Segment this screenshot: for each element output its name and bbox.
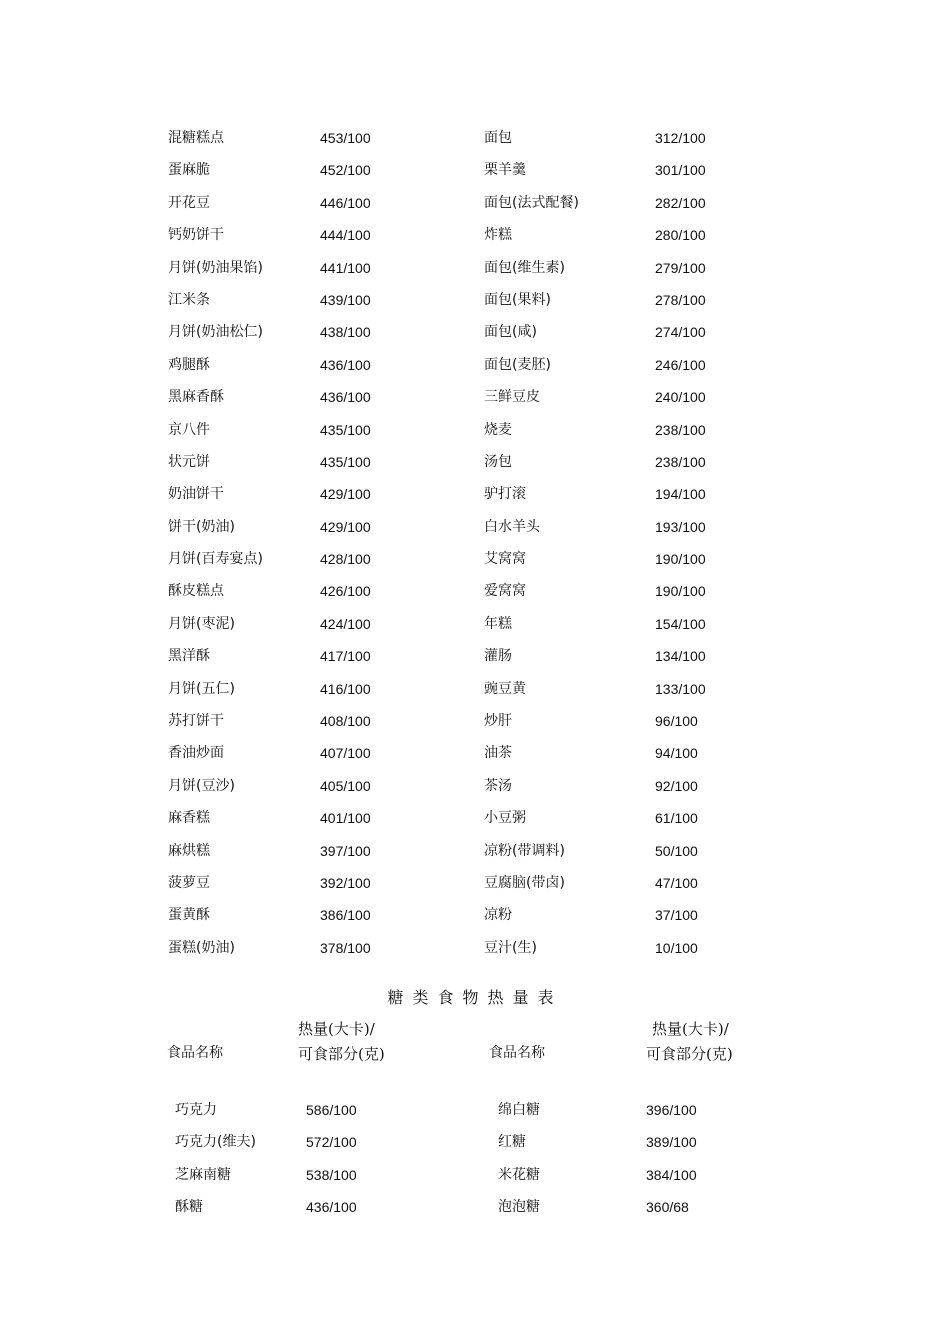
table-row: [0, 640, 950, 672]
food-name-cell: 艾窝窝: [484, 551, 526, 568]
food-name-cell: 月饼(枣泥): [168, 615, 235, 632]
calorie-value-cell: 238/100: [655, 421, 706, 438]
calorie-value-cell: 436/100: [320, 389, 371, 406]
calorie-value-cell: 424/100: [320, 615, 371, 632]
calorie-value-cell: 279/100: [655, 259, 706, 276]
calorie-value-cell: 405/100: [320, 777, 371, 794]
calorie-value-cell: 133/100: [655, 680, 706, 697]
calorie-value-cell: 274/100: [655, 324, 706, 341]
sugar-calorie-table: [0, 1094, 950, 1224]
calorie-value-cell: 429/100: [320, 486, 371, 503]
food-name-cell: 奶油饼干: [168, 486, 224, 503]
calorie-value-cell: 397/100: [320, 842, 371, 859]
table-row: [0, 511, 950, 543]
table-row: [0, 284, 950, 316]
calorie-value-cell: 190/100: [655, 583, 706, 600]
table-row: [0, 673, 950, 705]
food-name-cell: 油茶: [484, 745, 512, 762]
food-name-cell: 豌豆黄: [484, 680, 526, 697]
header-food-name-left: 食品名称: [167, 1045, 223, 1061]
header-calorie-left-line2: 可食部分(克): [298, 1045, 385, 1063]
calorie-value-cell: 37/100: [655, 907, 698, 924]
calorie-value-cell: 282/100: [655, 194, 706, 211]
calorie-value-cell: 572/100: [306, 1134, 357, 1151]
calorie-value-cell: 301/100: [655, 162, 706, 179]
table-row: [0, 737, 950, 769]
table-row: [0, 608, 950, 640]
table-row: [0, 478, 950, 510]
food-name-cell: 麻香糕: [168, 810, 210, 827]
header-calorie-right-line1: 热量(大卡)/: [652, 1020, 729, 1038]
food-name-cell: 苏打饼干: [168, 713, 224, 730]
food-name-cell: 芝麻南糖: [175, 1166, 231, 1183]
food-name-cell: 年糕: [484, 615, 512, 632]
header-food-name-right: 食品名称: [489, 1045, 545, 1061]
calorie-value-cell: 444/100: [320, 227, 371, 244]
food-name-cell: 绵白糖: [498, 1102, 540, 1118]
calorie-value-cell: 435/100: [320, 453, 371, 470]
table-row: [0, 770, 950, 802]
calorie-value-cell: 154/100: [655, 615, 706, 632]
food-name-cell: 月饼(奶油果馅): [168, 259, 263, 276]
calorie-value-cell: 238/100: [655, 453, 706, 470]
food-name-cell: 汤包: [484, 453, 512, 470]
food-name-cell: 泡泡糖: [498, 1199, 540, 1216]
table-row: [0, 802, 950, 834]
food-name-cell: 黑洋酥: [168, 648, 210, 665]
food-name-cell: 混糖糕点: [168, 130, 224, 146]
food-name-cell: 菠萝豆: [168, 874, 210, 891]
calorie-value-cell: 190/100: [655, 551, 706, 568]
calorie-value-cell: 96/100: [655, 713, 698, 730]
food-name-cell: 豆腐脑(带卤): [484, 874, 565, 891]
food-calorie-table: [0, 122, 950, 964]
food-name-cell: 驴打滚: [484, 486, 526, 503]
food-name-cell: 凉粉: [484, 907, 512, 924]
food-name-cell: 京八件: [168, 421, 210, 438]
table-row: [0, 122, 950, 154]
table-row: [0, 252, 950, 284]
food-name-cell: 香油炒面: [168, 745, 224, 762]
food-name-cell: 炒肝: [484, 713, 512, 730]
food-name-cell: 酥皮糕点: [168, 583, 224, 600]
header-calorie-right-line2: 可食部分(克): [646, 1045, 733, 1063]
food-name-cell: 蛋糕(奶油): [168, 939, 235, 956]
calorie-value-cell: 586/100: [306, 1102, 357, 1118]
table-title: 糖类食物热量表: [387, 988, 563, 1007]
food-name-cell: 白水羊头: [484, 518, 540, 535]
calorie-value-cell: 278/100: [655, 291, 706, 308]
food-name-cell: 烧麦: [484, 421, 512, 438]
calorie-value-cell: 246/100: [655, 356, 706, 373]
food-name-cell: 酥糖: [175, 1199, 203, 1216]
calorie-value-cell: 435/100: [320, 421, 371, 438]
calorie-value-cell: 312/100: [655, 130, 706, 146]
food-name-cell: 面包(法式配餐): [484, 194, 579, 211]
food-name-cell: 江米条: [168, 291, 210, 308]
table-row: [0, 899, 950, 931]
table-row: [0, 219, 950, 251]
calorie-value-cell: 386/100: [320, 907, 371, 924]
food-name-cell: 钙奶饼干: [168, 227, 224, 244]
food-name-cell: 巧克力: [175, 1102, 217, 1118]
calorie-value-cell: 392/100: [320, 874, 371, 891]
table-row: [0, 1094, 950, 1126]
food-name-cell: 炸糕: [484, 227, 512, 244]
table-row: [0, 381, 950, 413]
calorie-value-cell: 396/100: [646, 1102, 697, 1118]
calorie-value-cell: 417/100: [320, 648, 371, 665]
food-name-cell: 月饼(豆沙): [168, 777, 235, 794]
calorie-value-cell: 408/100: [320, 713, 371, 730]
calorie-value-cell: 389/100: [646, 1134, 697, 1151]
food-name-cell: 小豆粥: [484, 810, 526, 827]
table-row: [0, 154, 950, 186]
food-name-cell: 月饼(百寿宴点): [168, 551, 263, 568]
calorie-value-cell: 407/100: [320, 745, 371, 762]
calorie-value-cell: 453/100: [320, 130, 371, 146]
food-name-cell: 栗羊羹: [484, 162, 526, 179]
food-name-cell: 饼干(奶油): [168, 518, 235, 535]
food-name-cell: 三鲜豆皮: [484, 389, 540, 406]
table-row: [0, 446, 950, 478]
food-name-cell: 凉粉(带调料): [484, 842, 565, 859]
food-name-cell: 月饼(奶油松仁): [168, 324, 263, 341]
food-name-cell: 麻烘糕: [168, 842, 210, 859]
calorie-value-cell: 134/100: [655, 648, 706, 665]
food-name-cell: 面包(咸): [484, 324, 537, 341]
food-name-cell: 月饼(五仁): [168, 680, 235, 697]
calorie-value-cell: 193/100: [655, 518, 706, 535]
food-name-cell: 茶汤: [484, 777, 512, 794]
table-row: [0, 543, 950, 575]
calorie-value-cell: 384/100: [646, 1166, 697, 1183]
calorie-value-cell: 439/100: [320, 291, 371, 308]
table-row: [0, 867, 950, 899]
food-name-cell: 灌肠: [484, 648, 512, 665]
calorie-value-cell: 446/100: [320, 194, 371, 211]
table-row: [0, 835, 950, 867]
food-name-cell: 红糖: [498, 1134, 526, 1151]
food-name-cell: 黑麻香酥: [168, 389, 224, 406]
table-row: [0, 349, 950, 381]
calorie-value-cell: 50/100: [655, 842, 698, 859]
calorie-value-cell: 436/100: [306, 1199, 357, 1216]
food-name-cell: 面包: [484, 130, 512, 146]
calorie-value-cell: 426/100: [320, 583, 371, 600]
calorie-value-cell: 436/100: [320, 356, 371, 373]
food-name-cell: 米花糖: [498, 1166, 540, 1183]
calorie-value-cell: 92/100: [655, 777, 698, 794]
table-row: [0, 1159, 950, 1191]
calorie-value-cell: 10/100: [655, 939, 698, 956]
calorie-value-cell: 94/100: [655, 745, 698, 762]
food-name-cell: 豆汁(生): [484, 939, 537, 956]
calorie-value-cell: 378/100: [320, 939, 371, 956]
food-name-cell: 蛋黄酥: [168, 907, 210, 924]
table-row: [0, 575, 950, 607]
food-name-cell: 爱窝窝: [484, 583, 526, 600]
calorie-value-cell: 441/100: [320, 259, 371, 276]
food-name-cell: 面包(麦胚): [484, 356, 551, 373]
calorie-value-cell: 429/100: [320, 518, 371, 535]
table-row: [0, 316, 950, 348]
header-calorie-left-line1: 热量(大卡)/: [298, 1020, 375, 1038]
food-name-cell: 面包(果料): [484, 291, 551, 308]
calorie-value-cell: 194/100: [655, 486, 706, 503]
table-row: [0, 1191, 950, 1223]
calorie-value-cell: 428/100: [320, 551, 371, 568]
calorie-value-cell: 240/100: [655, 389, 706, 406]
calorie-value-cell: 416/100: [320, 680, 371, 697]
table-row: [0, 414, 950, 446]
calorie-value-cell: 438/100: [320, 324, 371, 341]
calorie-value-cell: 280/100: [655, 227, 706, 244]
food-name-cell: 蛋麻脆: [168, 162, 210, 179]
food-name-cell: 巧克力(维夫): [175, 1134, 256, 1151]
calorie-value-cell: 538/100: [306, 1166, 357, 1183]
table-row: [0, 705, 950, 737]
food-name-cell: 面包(维生素): [484, 259, 565, 276]
calorie-value-cell: 452/100: [320, 162, 371, 179]
calorie-value-cell: 360/68: [646, 1199, 689, 1216]
table-row: [0, 187, 950, 219]
calorie-value-cell: 61/100: [655, 810, 698, 827]
table-row: [0, 932, 950, 964]
table-row: [0, 1126, 950, 1158]
food-name-cell: 开花豆: [168, 194, 210, 211]
food-name-cell: 鸡腿酥: [168, 356, 210, 373]
calorie-value-cell: 401/100: [320, 810, 371, 827]
food-name-cell: 状元饼: [168, 453, 210, 470]
calorie-value-cell: 47/100: [655, 874, 698, 891]
